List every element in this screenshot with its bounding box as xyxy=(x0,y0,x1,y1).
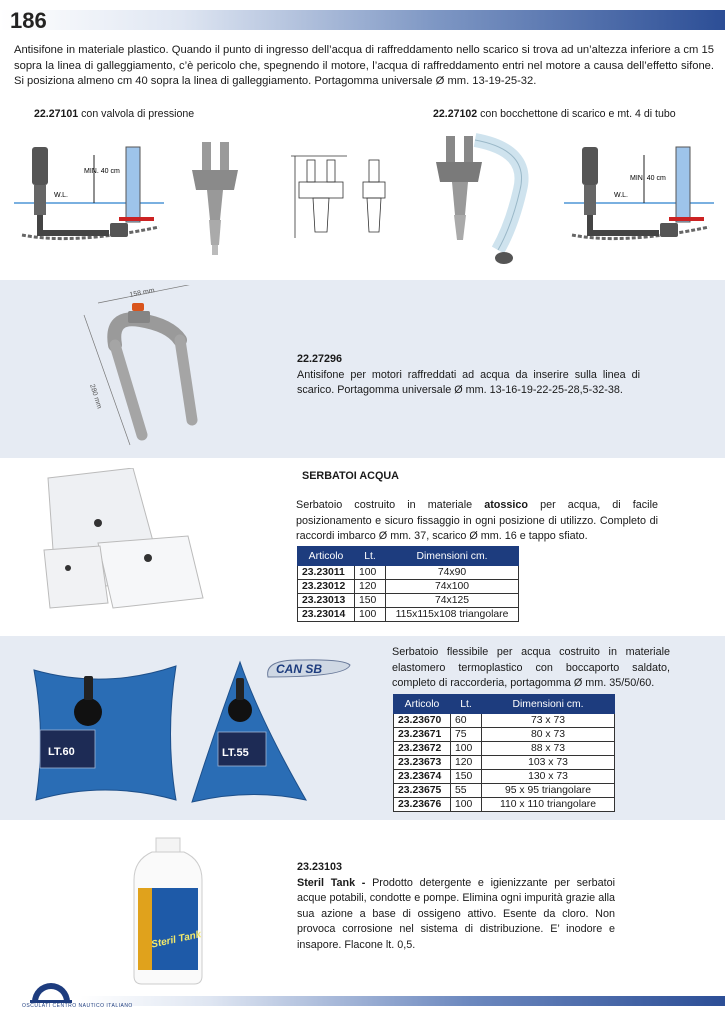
tanks-description: Serbatoio costruito in materiale atossico per acqua, di facile posizionamento e sicuro fissaggio in ogni posizione di utilizzo. Completo di raccordi imbarco Ø mm. 37, scarico Ø mm. 16 e tappo sfiato. xyxy=(296,499,658,543)
col-article: Articolo xyxy=(298,547,355,566)
variant-label-2: 22.27102 con bocchettone di scarico e mt. 4 di tubo xyxy=(433,108,676,120)
tanks-title: SERBATOI ACQUA xyxy=(302,470,399,482)
min-height-label: MIN. 40 cm xyxy=(84,168,120,175)
table-row: 23.23676 100 110 x 110 triangolare xyxy=(394,798,615,812)
table-row: 23.23672 100 88 x 73 xyxy=(394,742,615,756)
antisiphon-with-hose-photo xyxy=(420,130,545,270)
table-row: 23.23670 60 73 x 73 xyxy=(394,714,615,728)
table-row: 23.23675 55 95 x 95 triangolare xyxy=(394,784,615,798)
footer-bar xyxy=(80,996,725,1006)
steril-tank-text: 23.23103 Steril Tank - Prodotto detergente e igienizzante per serbatoi acque potabili, condotte e pompe. Elimina ogni impurità grazie alla sua azione a base di ossigeno attivo. Esente da cloro. Non provoca corrosione nel sistema di distribuzione. E’ inodore e insapore. Flacone lt. 0,5. xyxy=(297,861,616,951)
tank-label-55: LT.55 xyxy=(222,747,249,759)
variant-label-1: 22.27101 con valvola di pressione xyxy=(34,108,195,120)
flex-tanks-table xyxy=(393,694,615,812)
tank-label-60: LT.60 xyxy=(48,746,75,758)
table-row: 23.23011 100 74x90 xyxy=(298,566,519,580)
intro-text: Antisifone in materiale plastico. Quando il punto di ingresso dell’acqua di raffreddamento nello scarico si trova ad un’altezza inferiore a cm 15 sopra la linea di galleggiamento, c’è pericolo che, spegnendo il motore, l’acqua di raffreddamento entri nel motore a causa dell’effetto sifone. Si posiziona almeno cm 40 sopra la linea di galleggiamento. Portagomma universale Ø mm. 13-19-25-32. xyxy=(14,44,714,88)
table-row: 23.23673 120 103 x 73 xyxy=(394,756,615,770)
flex-tank-square-photo xyxy=(30,660,180,805)
technical-drawing xyxy=(287,152,402,247)
flex-tanks-description: Serbatoio flessibile per acqua costruito in materiale elastomero termoplastico con boccaporto saldato, completo di raccorderia, portagomma Ø mm. 35/50/60. xyxy=(392,646,670,690)
table-row: 23.23671 75 80 x 73 xyxy=(394,728,615,742)
col-liters: Lt. xyxy=(355,547,386,566)
table-row: 23.23012 120 74x100 xyxy=(298,580,519,594)
min-height-label-2: MIN. 40 cm xyxy=(630,175,666,182)
brand-name: CAN SB xyxy=(276,662,323,676)
flex-tank-triangle-photo xyxy=(190,660,308,805)
dim-top-label: 158 mm xyxy=(129,287,156,299)
installation-diagram-1 xyxy=(14,135,164,250)
tanks-table xyxy=(297,546,519,622)
antisiphon-valve-photo xyxy=(180,140,250,260)
table-row: 23.23014 100 115x115x108 triangolare xyxy=(298,608,519,622)
page-number: 186 xyxy=(10,8,47,33)
table-row: 23.23013 150 74x125 xyxy=(298,594,519,608)
waterline-label: W.L. xyxy=(54,192,69,199)
bottle-label: Steril Tank xyxy=(150,929,203,951)
rigid-tanks-photo xyxy=(38,468,208,618)
steril-tank-bottle-photo xyxy=(128,836,208,986)
table-row: 23.23674 150 130 x 73 xyxy=(394,770,615,784)
waterline-label-2: W.L. xyxy=(614,192,629,199)
col-article: Articolo xyxy=(394,695,451,714)
product-27296-text: 22.27296 Antisifone per motori raffreddati ad acqua da inserire sulla linea di scarico. Portagomma universale Ø mm. 13-16-19-22-25-28,5-32-38. xyxy=(297,353,640,397)
col-dimensions: Dimensioni cm. xyxy=(386,547,519,566)
can-sb-logo xyxy=(262,657,354,679)
header-bar xyxy=(0,10,725,30)
u-shaped-antisiphon-photo xyxy=(70,285,230,455)
col-liters: Lt. xyxy=(451,695,482,714)
col-dimensions: Dimensioni cm. xyxy=(482,695,615,714)
installation-diagram-2 xyxy=(564,135,714,250)
dim-side-label: 280 mm xyxy=(88,383,103,410)
logo-text: OSCULATI CENTRO NAUTICO ITALIANO xyxy=(22,1003,133,1009)
